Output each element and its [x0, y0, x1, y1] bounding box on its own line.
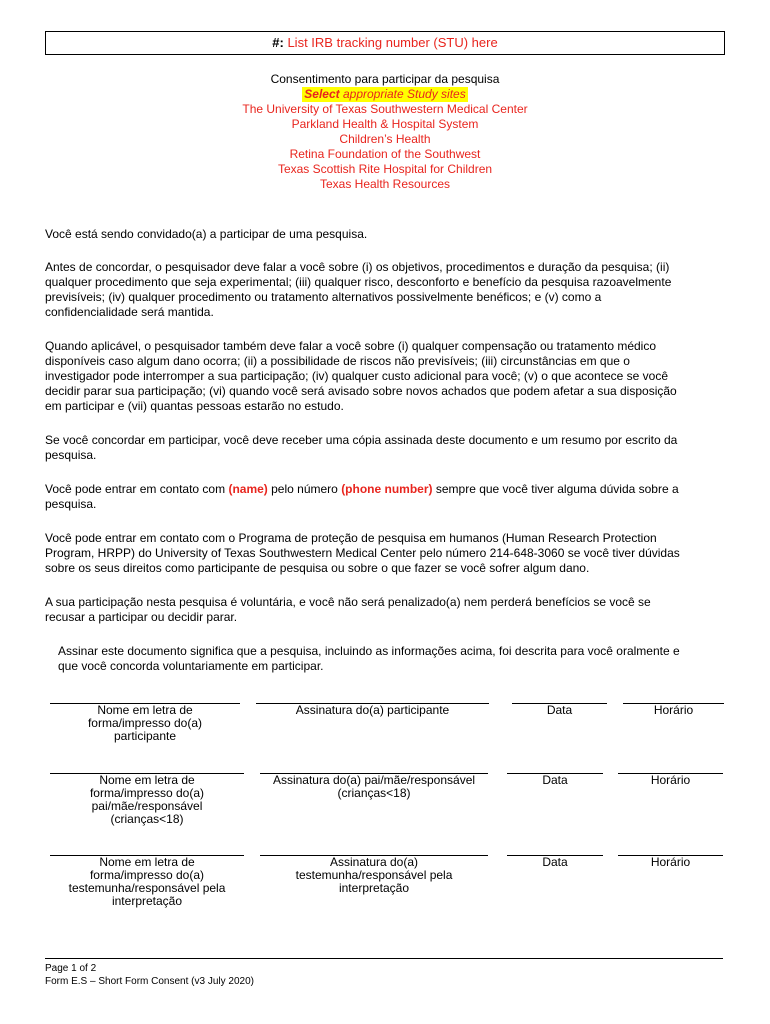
label-line: testemunha/responsável pela [68, 881, 226, 895]
paragraph-line: recusar a participar ou decidir parar. [45, 610, 238, 624]
invitation-paragraph: Você está sendo convidado(a) a participar de uma pesquisa. [45, 227, 368, 241]
voluntary-paragraph [45, 595, 725, 625]
select-sites-instruction [302, 87, 467, 102]
select-bold: Select [304, 87, 340, 101]
paragraph-line: Quando aplicável, o pesquisador também deve falar a você sobre (i) qualquer compensação ou tratamento médico [45, 339, 657, 353]
site-item: Texas Health Resources [319, 177, 451, 191]
contact-text: Você pode entrar em contato com [45, 482, 229, 496]
participant-date-label: Data [546, 703, 573, 717]
before-agree-paragraph [45, 260, 725, 320]
signing-meaning-paragraph [58, 644, 725, 674]
paragraph-line: que você concorda voluntariamente em participar. [58, 659, 324, 673]
witness-time-label: Horário [650, 855, 691, 869]
form-version: Form E.S – Short Form Consent (v3 July 2020) [45, 976, 254, 987]
witness-name-label [50, 856, 244, 908]
paragraph-line: Você pode entrar em contato com o Programa de proteção de pesquisa em humanos (Human Research Protection [45, 531, 657, 545]
select-rest: appropriate Study sites [339, 87, 466, 101]
witness-date-label: Data [542, 855, 568, 869]
label-line: Assinatura do(a) participante [295, 703, 450, 717]
name-placeholder: (name) [228, 482, 268, 496]
paragraph-line: Antes de concordar, o pesquisador deve falar a você sobre (i) os objetivos, procedimentos e duração da pesquisa; (ii) [45, 260, 670, 274]
label-line: Assinatura do(a) [329, 855, 419, 869]
label-line: (crianças<18) [337, 786, 411, 800]
header-hash: #: [272, 35, 284, 50]
label-line: forma/impresso do(a) [87, 716, 203, 730]
phone-placeholder: (phone number) [341, 482, 433, 496]
witness-signature-label [260, 856, 488, 895]
label-line: forma/impresso do(a) [89, 868, 205, 882]
label-line: interpretação [111, 894, 183, 908]
guardian-date-label: Data [542, 773, 568, 787]
label-line: interpretação [338, 881, 410, 895]
label-line: Assinatura do(a) pai/mãe/responsável [272, 773, 476, 787]
paragraph-line: pesquisa. [45, 497, 97, 511]
paragraph-line: Se você concordar em participar, você deve receber uma cópia assinada deste documento e um resumo por escrito da [45, 433, 678, 447]
label-line: pai/mãe/responsável [91, 799, 203, 813]
paragraph-line: confidencialidade será mantida. [45, 305, 214, 319]
label-line: Nome em letra de [97, 703, 193, 717]
guardian-signature-label [260, 774, 488, 800]
page-number: Page 1 of 2 [45, 963, 97, 974]
signed-copy-paragraph [45, 433, 725, 463]
study-heading [45, 72, 725, 192]
label-line: forma/impresso do(a) [89, 786, 205, 800]
label-line: (crianças<18) [110, 812, 184, 826]
label-line: participante [113, 729, 177, 743]
participant-signature-label [256, 704, 489, 717]
site-item: Parkland Health & Hospital System [291, 117, 479, 131]
paragraph-line: qualquer procedimento que seja experimental; (iii) qualquer risco, desconforto e benefício da pesquisa razoavelmente [45, 275, 672, 289]
consent-title: Consentimento para participar da pesquisa [270, 72, 500, 86]
paragraph-line: em participar e (vii) quantas pessoas estarão no estudo. [45, 399, 344, 413]
irb-tracking-header [45, 31, 725, 55]
paragraph-line: sobre os seus direitos como participante de pesquisa ou sobre o que fazer se você sofrer algum dano. [45, 561, 590, 575]
footer-divider [45, 958, 723, 959]
hrpp-paragraph [45, 531, 725, 576]
guardian-time-label: Horário [650, 773, 691, 787]
label-line: testemunha/responsável pela [295, 868, 453, 882]
paragraph-line: previsíveis; (iv) qualquer procedimento ou tratamento alternativos possivelmente benéficos; e (v) como a [45, 290, 602, 304]
site-item: Retina Foundation of the Southwest [289, 147, 481, 161]
paragraph-line: pesquisa. [45, 448, 97, 462]
participant-time-label: Horário [653, 703, 694, 717]
site-item: Texas Scottish Rite Hospital for Children [277, 162, 493, 176]
paragraph-line: decidir parar sua participação; (vi) quando você será avisado sobre novos achados que podem afetar a sua disposição [45, 384, 677, 398]
paragraph-line: Assinar este documento significa que a pesquisa, incluindo as informações acima, foi descrita para você oralmente e [58, 644, 680, 658]
when-applicable-paragraph [45, 339, 725, 414]
paragraph-line: investigador pode interromper a sua participação; (iv) qualquer custo adicional para você; (v) o que acontece se você [45, 369, 669, 383]
site-item: The University of Texas Southwestern Medical Center [242, 102, 528, 116]
participant-name-label [50, 704, 240, 743]
paragraph-line: disponíveis caso algum dano ocorra; (ii) a possibilidade de riscos não previsíveis; (iii) circunstâncias em que o [45, 354, 630, 368]
contact-text: pelo número [267, 482, 342, 496]
contact-text: sempre que você tiver alguma dúvida sobre a [432, 482, 679, 496]
paragraph-line: A sua participação nesta pesquisa é voluntária, e você não será penalizado(a) nem perderá benefícios se você se [45, 595, 651, 609]
paragraph-line: Program, HRPP) do University of Texas Southwestern Medical Center pelo número 214-648-3060 se você tiver dúvidas [45, 546, 680, 560]
guardian-name-label [50, 774, 244, 826]
label-line: Nome em letra de [99, 773, 195, 787]
contact-paragraph [45, 482, 725, 512]
header-text: List IRB tracking number (STU) here [283, 35, 498, 50]
site-item: Children’s Health [339, 132, 431, 146]
label-line: Nome em letra de [99, 855, 195, 869]
